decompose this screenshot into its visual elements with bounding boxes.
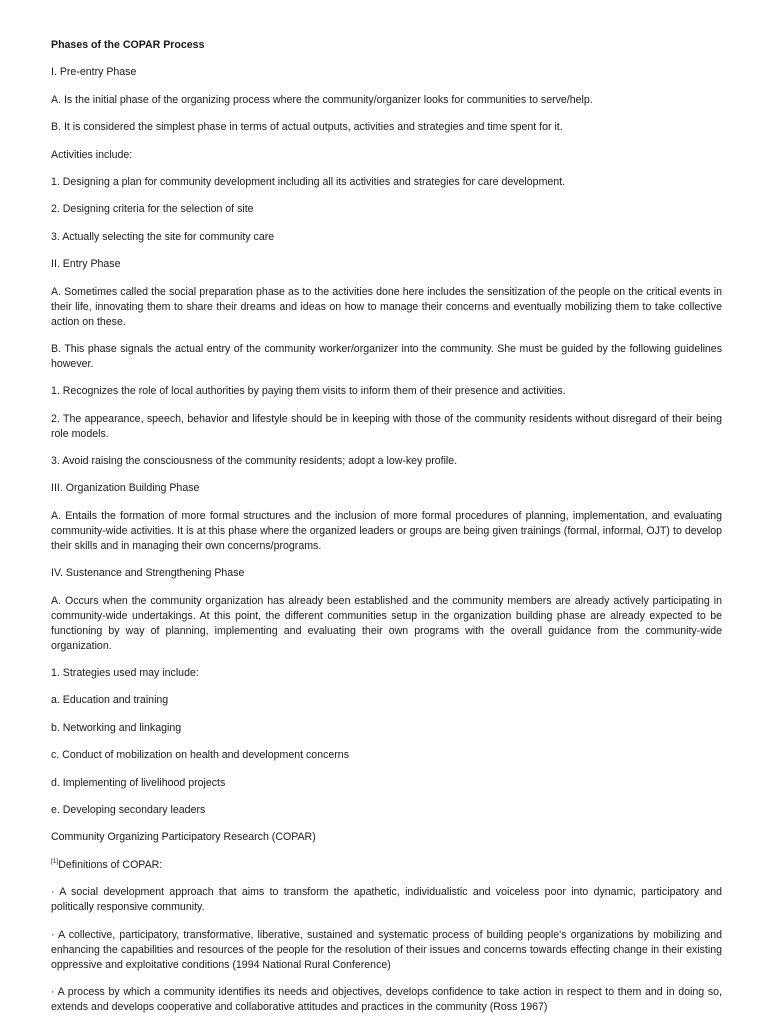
list-item: 2. The appearance, speech, behavior and lifestyle should be in keeping with those of the community residents without disregard of their being role models. — [51, 412, 722, 440]
list-item: c. Conduct of mobilization on health and development concerns — [51, 749, 349, 762]
section-heading-entry: II. Entry Phase — [51, 258, 121, 271]
list-item: 1. Designing a plan for community development including all its activities and strategies for care development. — [51, 175, 566, 188]
strategies-label: 1. Strategies used may include: — [51, 667, 199, 680]
paragraph: B. This phase signals the actual entry of the community worker/organizer into the community. She must be guided by the following guidelines however. — [51, 342, 722, 370]
definition-item: · A collective, participatory, transformative, liberative, sustained and systematic process of building people's organizations by mobilizing and enhancing the capabilities and resources of the people for the resolution of their issues and concerns towards effecting change in their existing oppressive and exploitative conditions (1994 National Rural Conference) — [51, 928, 722, 971]
list-item: a. Education and training — [51, 694, 169, 707]
paragraph: A. Is the initial phase of the organizing process where the community/organizer looks for communities to serve/help. — [51, 93, 593, 106]
paragraph: A. Sometimes called the social preparation phase as to the activities done here includes the sensitization of the people on the critical events in their life, innovating them to share their dreams and ideas on how to manage their concerns and eventually mobilizing them to take collective action on these. — [51, 285, 722, 328]
definition-item: · A social development approach that aims to transform the apathetic, individualistic and voiceless poor into dynamic, participatory and politically responsive community. — [51, 886, 722, 914]
paragraph: A. Occurs when the community organization has already been established and the community members are already actively participating in community-wide undertakings. At this point, the different communities setup in the organization building phase are already expected to be functioning by way of planning, implementing and evaluating their own programs with the overall guidance from the community-wide organization. — [51, 594, 722, 652]
section-heading-sustenance: IV. Sustenance and Strengthening Phase — [51, 567, 245, 580]
definition-item: · A process by which a community identifies its needs and objectives, develops confidence to take action in respect to them and in doing so, extends and develops cooperative and collaborative attitudes and practices in the community (Ross 1967) — [51, 985, 722, 1013]
paragraph: B. It is considered the simplest phase in terms of actual outputs, activities and strategies and time spent for it. — [51, 121, 563, 134]
activities-label: Activities include: — [51, 148, 133, 161]
section-heading-copar: Community Organizing Participatory Research (COPAR) — [51, 831, 316, 844]
definitions-label: Definitions of COPAR: — [58, 858, 163, 871]
list-item: e. Developing secondary leaders — [51, 803, 206, 816]
document-title: Phases of the COPAR Process — [51, 39, 205, 51]
paragraph: A. Entails the formation of more formal structures and the inclusion of more formal procedures of planning, implementation, and evaluating community-wide activities. It is at this phase where the organized leaders or groups are being given trainings (formal, informal, OJT) to develop their skills and in managing their own concerns/programs. — [51, 509, 722, 552]
list-item: d. Implementing of livelihood projects — [51, 776, 226, 789]
section-heading-pre-entry: I. Pre-entry Phase — [51, 66, 137, 79]
list-item: 3. Avoid raising the consciousness of the community residents; adopt a low-key profile. — [51, 455, 458, 468]
list-item: 2. Designing criteria for the selection of site — [51, 203, 254, 216]
list-item: b. Networking and linkaging — [51, 721, 182, 734]
section-heading-organization-building: III. Organization Building Phase — [51, 482, 200, 495]
list-item: 1. Recognizes the role of local authorities by paying them visits to inform them of their presence and activities. — [51, 385, 566, 398]
footnote-mark[interactable]: [1] — [51, 857, 59, 865]
list-item: 3. Actually selecting the site for community care — [51, 230, 275, 243]
definitions-heading — [51, 858, 722, 873]
